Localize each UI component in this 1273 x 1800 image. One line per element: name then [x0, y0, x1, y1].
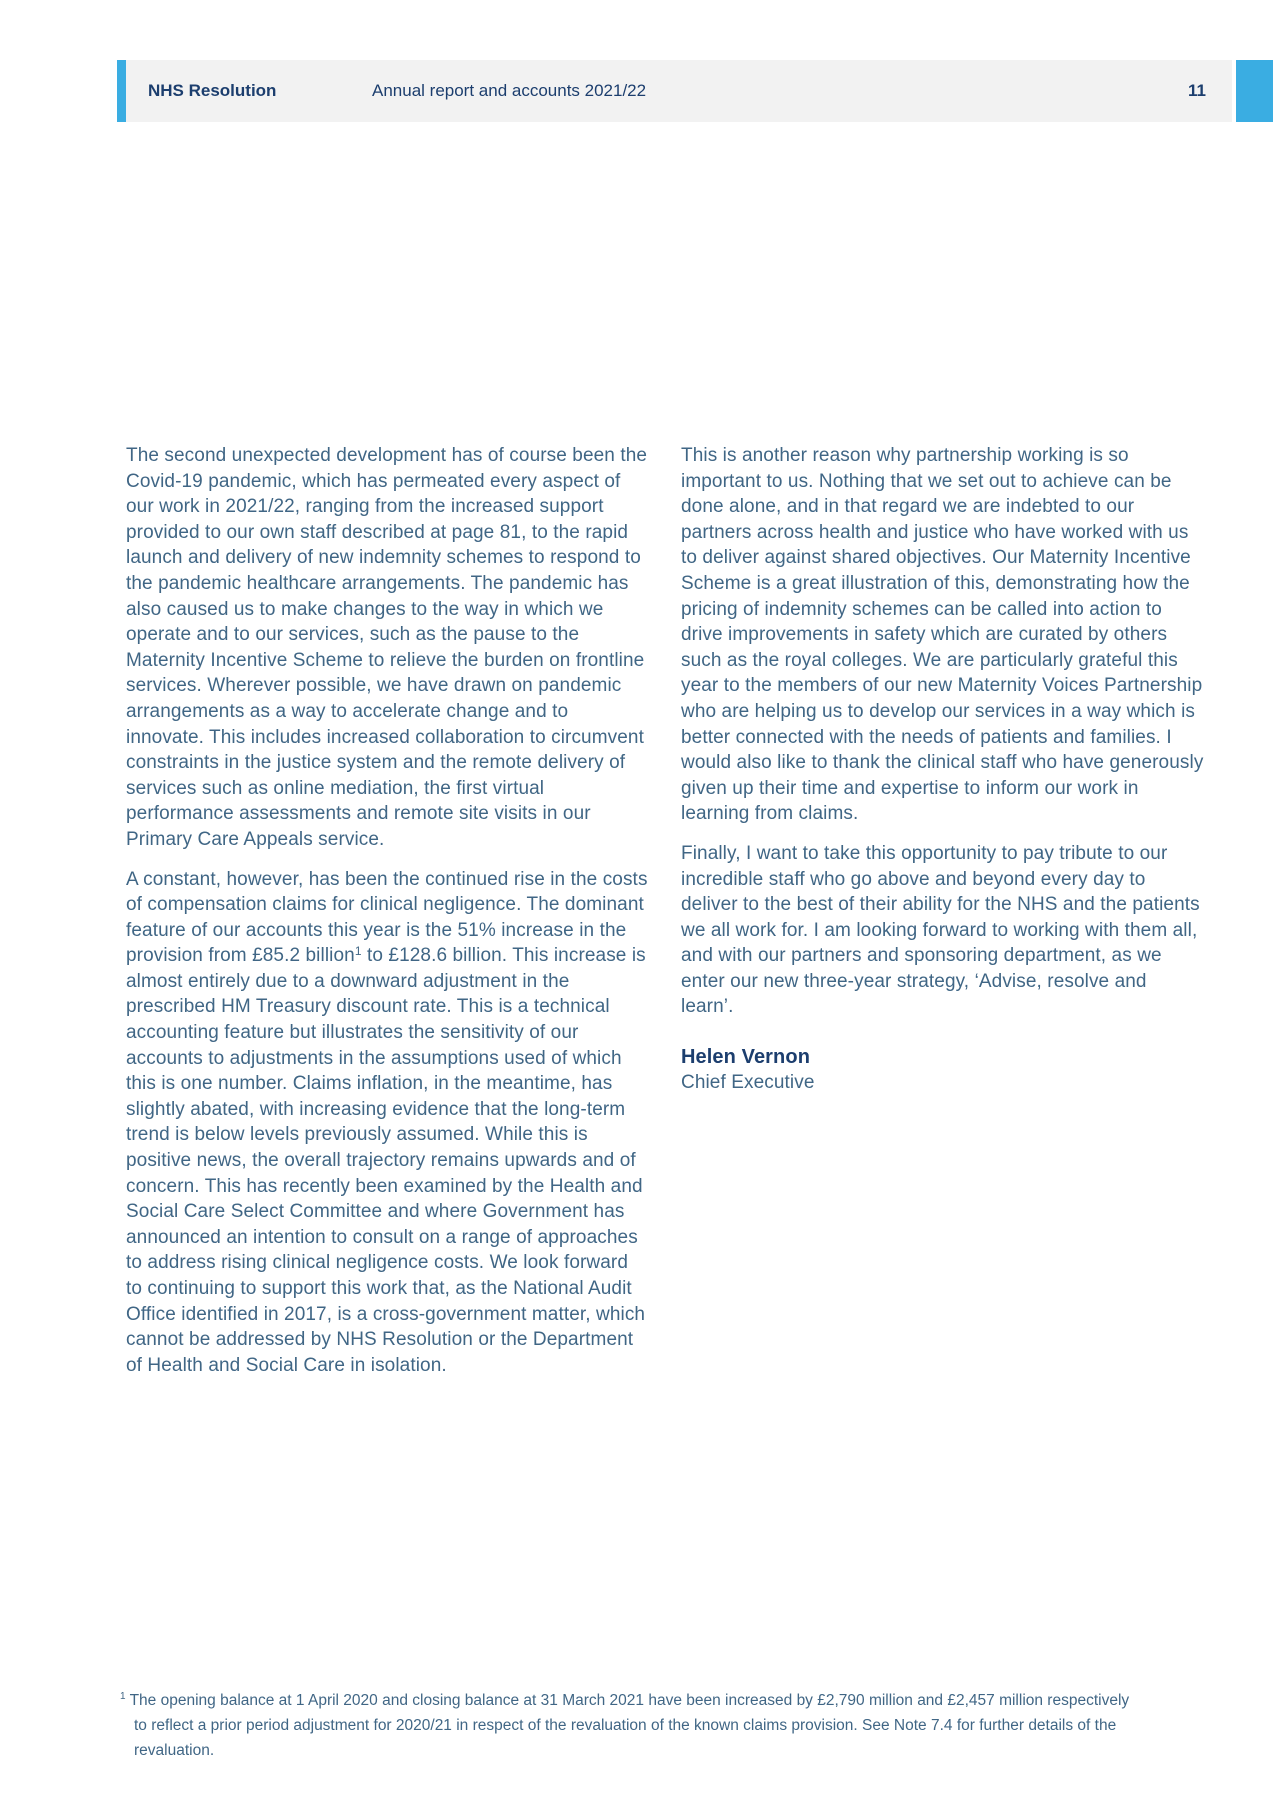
signature-name: Helen Vernon — [681, 1046, 811, 1069]
footnote-reference: 1 — [354, 944, 362, 959]
body-columns — [126, 443, 1204, 1392]
footnote — [120, 1684, 1144, 1763]
paragraph-partnership: This is another reason why partnership working is so important to us. Nothing that we set out to achieve can be done alone, and in that regard we are indebted to our partners across health and justice who have worked with us to deliver against shared objectives. Our Maternity Incentive Scheme is a great illustration of this, demonstrating how the pricing of indemnity schemes can be called into action to drive improvements in safety which are curated by others such as the royal colleges. We are particularly grateful this year to the members of our new Maternity Voices Partnership who are helping us to develop our services in a way which is better connected with the needs of patients and families. I would also like to thank the clinical staff who have generously given up their time and expertise to inform our work in learning from claims. — [681, 445, 1204, 825]
signature-title: Chief Executive — [681, 1072, 815, 1094]
paragraph-text: A constant, however, has been the continued rise in the costs of compensation claims for clinical negligence. The dominant feature of our accounts this year is the 51% increase in the provision from £85.2 billion — [126, 868, 648, 967]
header-page-number: 11 — [1188, 81, 1206, 100]
right-column — [681, 443, 1204, 1392]
header-brand: NHS Resolution — [148, 81, 277, 100]
header-title: Annual report and accounts 2021/22 — [372, 81, 647, 100]
left-column — [126, 443, 649, 1392]
footnote-text: The opening balance at 1 April 2020 and closing balance at 31 March 2021 have been increased by £2,790 million and £2,457 million respectively to reflect a prior period adjustment for 2020/21 in respect of the revaluation of the known claims provision. See Note 7.4 for further details of the revaluation. — [125, 1692, 1130, 1759]
paragraph-claims-costs — [126, 867, 649, 1379]
page-header — [117, 60, 1273, 122]
footnote-marker: 1 — [120, 1691, 126, 1702]
paragraph-text: to £128.6 billion. This increase is almost entirely due to a downward adjustment in the prescribed HM Treasury discount rate. This is a technical accounting feature but illustrates the sensitivity of our accounts to adjustments in the assumptions used of which this is one number. Claims inflation, in the meantime, has slightly abated, with increasing evidence that the long-term trend is below levels previously assumed. While this is positive news, the overall trajectory remains upwards and of concern. This has recently been examined by the Health and Social Care Select Committee and where Government has announced an intention to consult on a range of approaches to address rising clinical negligence costs. We look forward to continuing to support this work that, as the National Audit Office identified in 2017, is a cross-government matter, which cannot be addressed by NHS Resolution or the Department of Health and Social Care in isolation. — [126, 945, 646, 1376]
signature-block — [681, 1044, 1204, 1096]
paragraph-tribute: Finally, I want to take this opportunity to pay tribute to our incredible staff who go above and beyond every day to deliver to the best of their ability for the NHS and the patients we all work for. I am looking forward to working with them all, and with our partners and sponsoring department, as we enter our new three-year strategy, ‘Advise, resolve and learn’. — [681, 842, 1200, 1018]
header-accent-bar — [117, 60, 126, 122]
header-corner-block — [1236, 60, 1273, 122]
header-band — [126, 60, 1232, 122]
paragraph-covid: The second unexpected development has of course been the Covid-19 pandemic, which has permeated every aspect of our work in 2021/22, ranging from the increased support provided to our own staff described at page 81, to the rapid launch and delivery of new indemnity schemes to respond to the pandemic healthcare arrangements. The pandemic has also caused us to make changes to the way in which we operate and to our services, such as the pause to the Maternity Incentive Scheme to relieve the burden on frontline services. Wherever possible, we have drawn on pandemic arrangements as a way to accelerate change and to innovate. This includes increased collaboration to circumvent constraints in the justice system and the remote delivery of services such as online mediation, the first virtual performance assessments and remote site visits in our Primary Care Appeals service. — [126, 445, 648, 850]
